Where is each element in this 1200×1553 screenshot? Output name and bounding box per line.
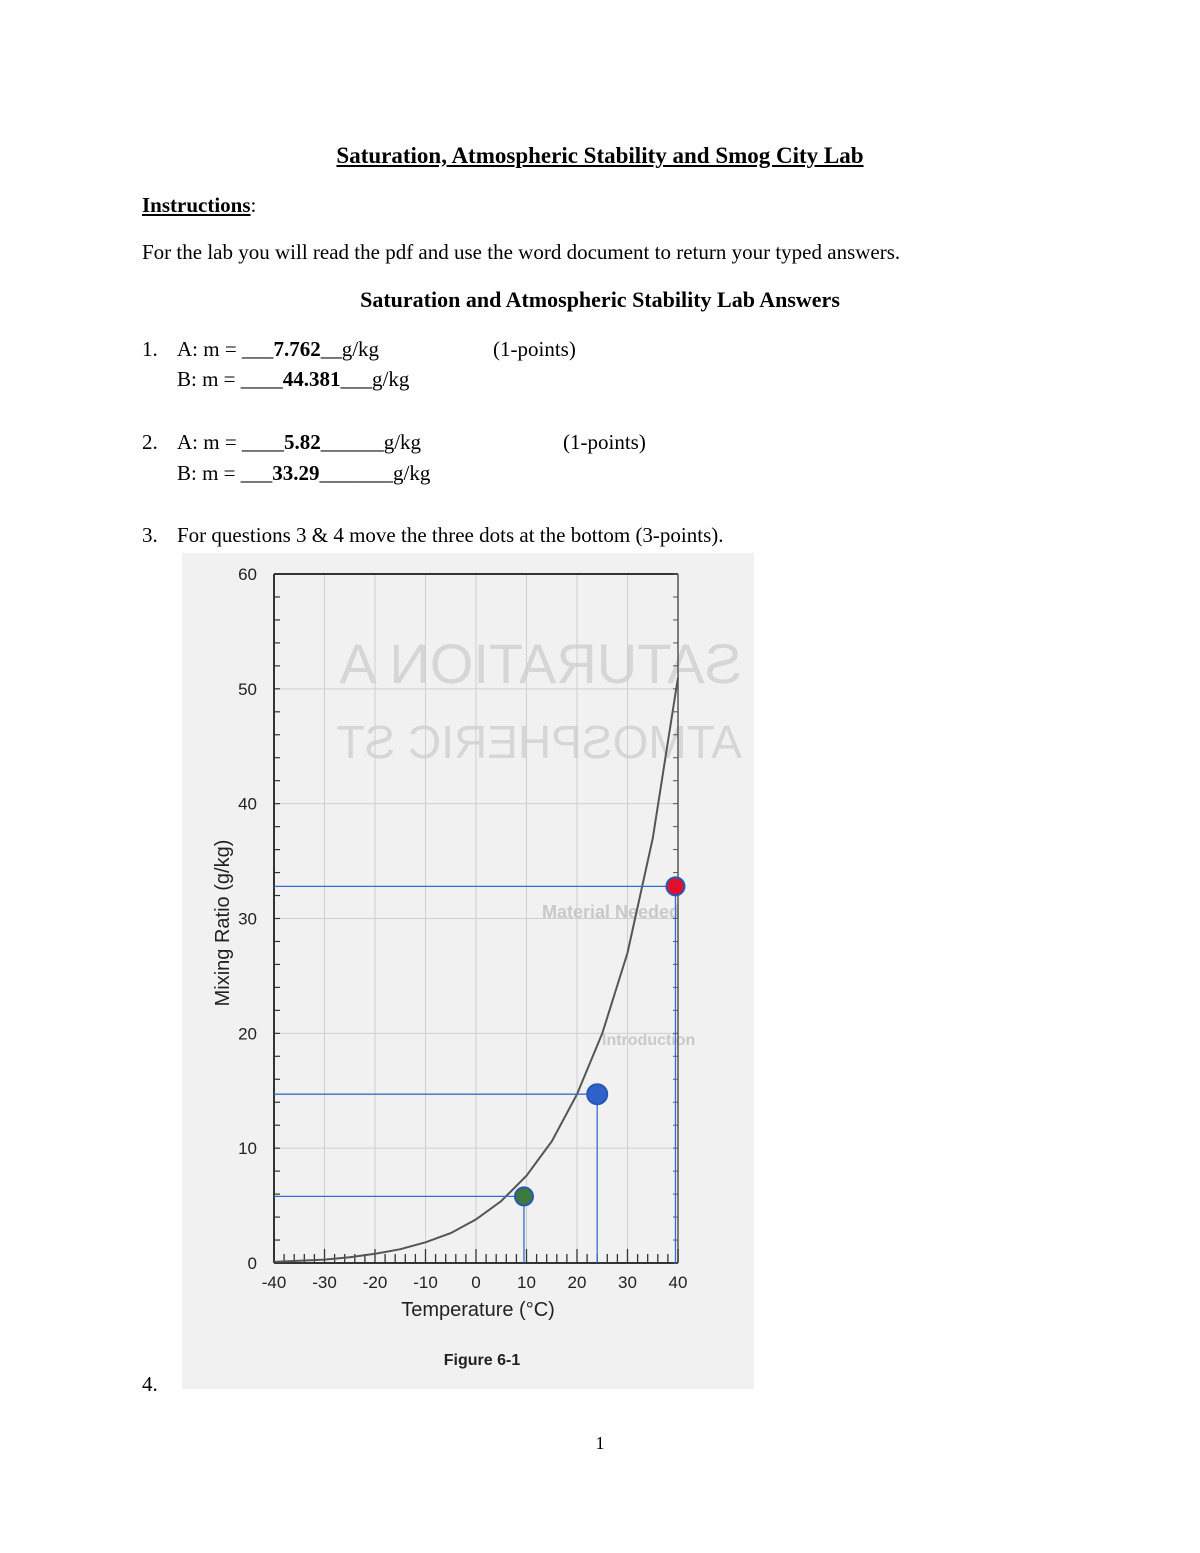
guide-layer [274, 886, 675, 1263]
chart-svg [182, 553, 754, 1389]
x-tick-label: 0 [471, 1273, 481, 1292]
instructions-colon: : [250, 193, 257, 217]
q1-b-suffix: ___g/kg [340, 367, 410, 391]
x-axis-label: Temperature (°C) [401, 1299, 555, 1321]
red-dot-marker[interactable] [666, 877, 684, 895]
q4-number: 4. [142, 1372, 158, 1396]
mixing-ratio-figure [182, 553, 754, 1389]
q2-points: (1-points) [563, 430, 646, 454]
instructions-text: For the lab you will read the pdf and use the word document to return your typed answers. [142, 240, 901, 264]
q2-number: 2. [142, 430, 158, 454]
y-tick-label: 40 [238, 794, 257, 814]
watermark-line-2: ATMOSPHERIC ST [336, 716, 742, 768]
page-title: Saturation, Atmospheric Stability and Smog City Lab [336, 143, 864, 168]
x-tick-label: 20 [567, 1273, 587, 1292]
q1-a-value: 7.762 [273, 337, 321, 361]
watermark-line-4: Introduction [602, 1032, 696, 1049]
x-tick-label: -30 [312, 1273, 337, 1292]
q2-answer-b[interactable] [177, 461, 430, 486]
q1-b-value: 44.381 [282, 367, 341, 391]
instructions-label: Instructions [142, 193, 251, 217]
q2-b-value: 33.29 [272, 461, 320, 485]
q2-a-prefix: A: m = ____ [177, 430, 284, 454]
q1-answer-b[interactable] [177, 367, 409, 392]
q1-a-suffix: __g/kg [320, 337, 380, 361]
q2-a-value: 5.82 [283, 430, 321, 454]
scan-watermark [336, 632, 742, 1049]
q1-a-prefix: A: m = ___ [177, 337, 274, 361]
y-tick-label: 20 [238, 1024, 257, 1044]
q2-a-suffix: ______g/kg [320, 430, 422, 454]
q2-b-suffix: _______g/kg [319, 461, 431, 485]
watermark-line-3: Material Needed [542, 902, 681, 922]
y-axis-label: Mixing Ratio (g/kg) [212, 839, 234, 1007]
x-tick-label: -20 [362, 1273, 388, 1292]
x-tick-label: 40 [668, 1273, 688, 1292]
instructions-heading [142, 193, 256, 218]
watermark-line-1: SATURATION A [339, 632, 742, 695]
y-tick-label: 30 [238, 909, 257, 929]
y-tick-label: 10 [238, 1139, 257, 1159]
blue-dot-marker[interactable] [587, 1084, 607, 1104]
y-tick-label: 0 [247, 1254, 257, 1273]
q3-text: For questions 3 & 4 move the three dots at the bottom (3-points). [177, 523, 724, 547]
x-tick-label: -10 [413, 1273, 438, 1292]
q1-b-prefix: B: m = ____ [177, 367, 283, 391]
q1-points: (1-points) [493, 337, 576, 361]
y-tick-label: 50 [238, 679, 257, 699]
x-tick-label: 30 [618, 1273, 637, 1292]
q1-answer-a[interactable] [177, 337, 379, 362]
section-heading: Saturation and Atmospheric Stability Lab Answers [360, 287, 840, 312]
x-tick-label: 10 [517, 1273, 536, 1292]
page-number: 1 [595, 1433, 605, 1453]
y-tick-label: 60 [238, 565, 257, 584]
q2-answer-a[interactable] [177, 430, 421, 455]
q1-number: 1. [142, 337, 158, 361]
figure-caption: Figure 6-1 [443, 1352, 521, 1369]
q3-number: 3. [142, 523, 158, 547]
green-dot-marker[interactable] [515, 1187, 533, 1205]
q2-b-prefix: B: m = ___ [177, 461, 273, 485]
x-tick-label: -40 [261, 1273, 287, 1292]
